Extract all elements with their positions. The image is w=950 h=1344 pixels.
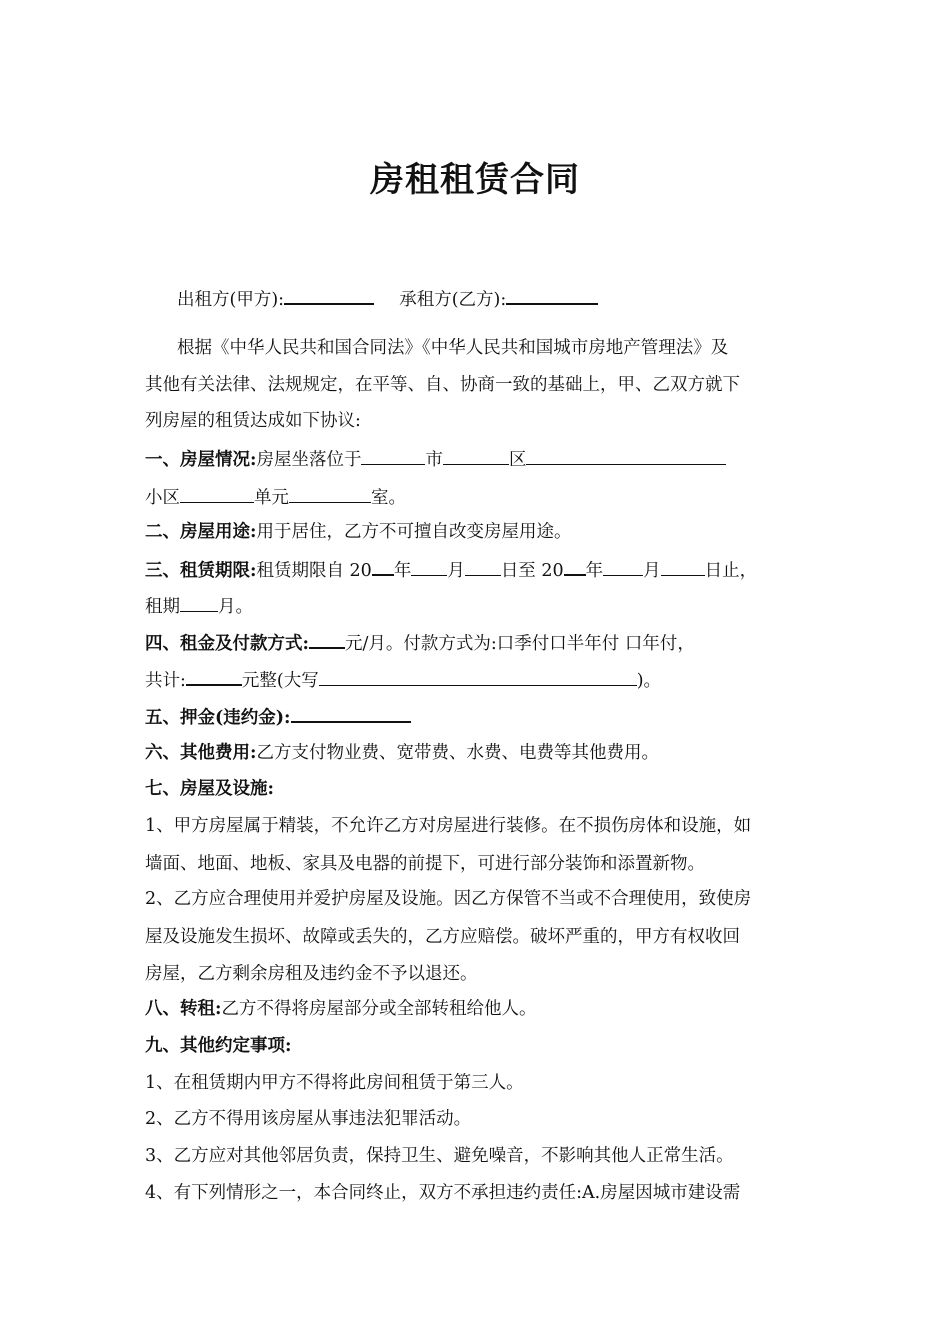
section-7-p2-line-2: 屋及设施发生损坏、故障或丢失的，乙方应赔偿。破坏严重的，甲方有权收回 xyxy=(145,927,740,947)
section-1-heading: 一、房屋情况: xyxy=(145,450,257,470)
section-7-p2-line-3: 房屋，乙方剩余房租及违约金不予以退还。 xyxy=(145,964,478,984)
address-blank[interactable] xyxy=(526,446,726,465)
s1-text-5: 单元 xyxy=(254,488,289,508)
start-day-blank[interactable] xyxy=(465,557,501,576)
section-7-p2-line-1: 2、乙方应合理使用并爱护房屋及设施。因乙方保管不当或不合理使用，致使房 xyxy=(145,889,752,909)
section-2-line xyxy=(145,519,825,545)
section-8-heading: 八、转租: xyxy=(145,999,222,1019)
section-3-line-2 xyxy=(145,593,825,620)
section-9-item-1: 1、在租赁期内甲方不得将此房间租赁于第三人。 xyxy=(145,1073,524,1093)
section-1-line-1 xyxy=(145,446,825,473)
intro-line-3: 列房屋的租赁达成如下协议: xyxy=(145,411,361,431)
s3-text-3: 月 xyxy=(447,561,465,581)
section-9-item-3: 3、乙方应对其他邻居负责，保持卫生、避免噪音，不影响其他人正常生活。 xyxy=(145,1146,734,1166)
s3-text-1: 租赁期限自 20 xyxy=(256,561,372,581)
s4-text-4: )。 xyxy=(636,671,662,691)
intro-line-1: 根据《中华人民共和国合同法》《中华人民共和国城市房地产管理法》及 xyxy=(177,338,729,358)
section-4-line-2 xyxy=(145,666,825,694)
s1-text-1: 房屋坐落位于 xyxy=(256,450,362,470)
section-7-p1-line-2: 墙面、地面、地板、家具及电器的前提下，可进行部分装饰和添置新物。 xyxy=(145,854,705,874)
section-2-heading: 二、房屋用途: xyxy=(145,522,257,542)
section-5-line xyxy=(145,703,825,731)
total-in-words-blank[interactable] xyxy=(319,667,637,686)
start-year-blank[interactable] xyxy=(372,556,394,576)
page-title: 房租租赁合同 xyxy=(370,160,580,200)
section-6-heading: 六、其他费用: xyxy=(145,743,257,763)
s2-text: 用于居住，乙方不可擅自改变房屋用途。 xyxy=(256,522,572,542)
s1-text-6: 室。 xyxy=(371,488,406,508)
parties-line xyxy=(177,285,857,313)
s3-text-5: 年 xyxy=(585,561,604,581)
start-month-blank[interactable] xyxy=(411,557,447,576)
s1-text-3: 区 xyxy=(508,450,527,470)
deposit-blank[interactable] xyxy=(291,703,411,723)
section-3-line-1 xyxy=(145,556,825,584)
lessee-blank[interactable] xyxy=(506,285,598,305)
s1-text-4: 小区 xyxy=(145,488,180,508)
s3-text-6: 月 xyxy=(643,561,661,581)
s8-text: 乙方不得将房屋部分或全部转租给他人。 xyxy=(221,999,537,1019)
section-5-heading: 五、押金(违约金): xyxy=(145,708,291,728)
s1-text-2: 市 xyxy=(425,450,443,470)
section-3-heading: 三、租赁期限: xyxy=(145,561,257,581)
city-blank[interactable] xyxy=(361,446,425,465)
total-blank[interactable] xyxy=(186,666,242,686)
section-1-line-2 xyxy=(145,484,825,511)
s3-text-4: 日至 20 xyxy=(500,561,564,581)
district-blank[interactable] xyxy=(443,446,509,465)
section-9-item-4: 4、有下列情形之一，本合同终止，双方不承担违约责任:A.房屋因城市建设需 xyxy=(145,1183,741,1203)
unit-blank[interactable] xyxy=(289,484,371,503)
end-day-blank[interactable] xyxy=(661,557,705,576)
intro-line-2: 其他有关法律、法规规定，在平等、自、协商一致的基础上，甲、乙双方就下 xyxy=(145,375,740,395)
end-month-blank[interactable] xyxy=(603,557,643,576)
section-7-p1-line-1: 1、甲方房屋属于精装，不允许乙方对房屋进行装修。在不损伤房体和设施，如 xyxy=(145,816,752,836)
section-4-heading: 四、租金及付款方式: xyxy=(145,634,309,654)
s4-text-3: 元整(大写 xyxy=(241,671,319,691)
term-months-blank[interactable] xyxy=(180,593,218,612)
section-9-heading: 九、其他约定事项: xyxy=(145,1036,292,1056)
end-year-blank[interactable] xyxy=(564,556,586,576)
lessee-label: 承租方(乙方): xyxy=(399,290,507,310)
s3-text-8: 租期 xyxy=(145,597,180,617)
section-8-line xyxy=(145,996,825,1022)
section-9-item-2: 2、乙方不得用该房屋从事违法犯罪活动。 xyxy=(145,1109,472,1129)
s3-text-9: 月。 xyxy=(218,597,253,617)
s4-text-1: 元/月。付款方式为:口季付口半年付 口年付， xyxy=(344,634,695,654)
community-blank[interactable] xyxy=(180,484,254,503)
s3-text-7: 日止， xyxy=(704,561,758,581)
lessor-label: 出租方(甲方): xyxy=(177,290,285,310)
lessor-blank[interactable] xyxy=(284,285,374,305)
section-4-line-1 xyxy=(145,629,825,657)
s3-text-2: 年 xyxy=(393,561,412,581)
section-6-line xyxy=(145,740,825,766)
rent-blank[interactable] xyxy=(309,629,345,649)
s4-text-2: 共计: xyxy=(145,671,186,691)
section-7-heading: 七、房屋及设施: xyxy=(145,779,274,799)
s6-text: 乙方支付物业费、宽带费、水费、电费等其他费用。 xyxy=(256,743,659,763)
